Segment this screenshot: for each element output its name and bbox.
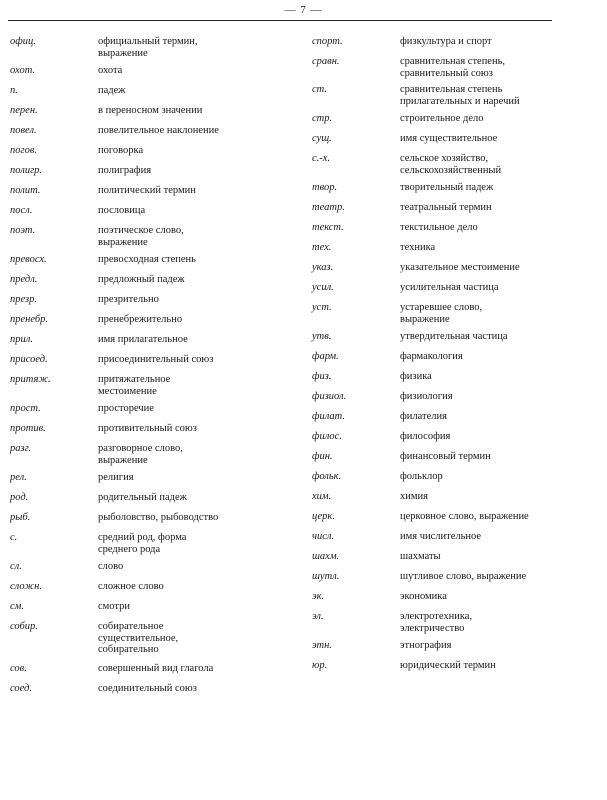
- abbreviation-definition: в переносном значении: [98, 105, 203, 116]
- abbreviation-definition: соединительный союз: [98, 683, 197, 694]
- abbreviation-entry: [10, 403, 278, 415]
- abbreviation-term: прост.: [10, 403, 41, 414]
- abbreviation-definition: физкультура и спорт: [400, 36, 492, 47]
- abbreviation-entry: [10, 254, 278, 266]
- abbreviation-entry: [10, 334, 278, 346]
- abbreviation-term: ст.: [312, 84, 327, 95]
- abbreviation-entry: [312, 471, 562, 483]
- abbreviation-term: предл.: [10, 274, 38, 285]
- abbreviation-term: твор.: [312, 182, 338, 193]
- abbreviation-entry: [312, 242, 562, 254]
- abbreviation-definition: этнография: [400, 640, 452, 651]
- abbreviation-term: посл.: [10, 205, 33, 216]
- abbreviation-definition: сельское хозяйство, сельскохозяйственный: [400, 153, 502, 176]
- abbreviation-entry: [10, 621, 278, 656]
- abbreviation-definition: филателия: [400, 411, 447, 422]
- abbreviation-definition: электротехника, электричество: [400, 611, 473, 634]
- abbreviation-entry: [312, 56, 562, 79]
- abbreviation-definition: имя числительное: [400, 531, 482, 542]
- abbreviation-term: прил.: [10, 334, 33, 345]
- abbreviation-term: физ.: [312, 371, 332, 382]
- abbreviation-entry: [312, 302, 562, 325]
- abbreviation-entry: [312, 571, 562, 583]
- abbreviation-definition: строительное дело: [400, 113, 484, 124]
- abbreviation-definition: театральный термин: [400, 202, 492, 213]
- abbreviation-term: презр.: [10, 294, 37, 305]
- abbreviation-definition: шахматы: [400, 551, 441, 562]
- abbreviation-definition: сравнительная степень, сравнительный союз: [400, 56, 505, 79]
- abbreviation-definition: презрительно: [98, 294, 159, 305]
- abbreviation-entry: [312, 411, 562, 423]
- abbreviation-term: разг.: [10, 443, 32, 454]
- abbreviation-entry: [312, 351, 562, 363]
- abbreviation-definition: средний род, форма среднего рода: [98, 532, 187, 555]
- abbreviation-term: театр.: [312, 202, 345, 213]
- abbreviation-entry: [312, 133, 562, 145]
- abbreviation-term: фольк.: [312, 471, 342, 482]
- abbreviation-definition: собирательное существительное, собирательно: [98, 621, 179, 655]
- abbreviation-term: превосх.: [10, 254, 47, 265]
- abbreviation-term: род.: [10, 492, 29, 503]
- abbreviation-entry: [10, 165, 278, 177]
- abbreviation-definition: официальный термин, выражение: [98, 36, 198, 59]
- abbreviation-entry: [10, 683, 278, 695]
- abbreviation-entry: [10, 36, 278, 59]
- abbreviation-term: полит.: [10, 185, 41, 196]
- abbreviation-term: эл.: [312, 611, 324, 622]
- abbreviation-entry: [10, 512, 278, 524]
- abbreviation-definition: падеж: [98, 85, 126, 96]
- abbreviation-term: утв.: [312, 331, 332, 342]
- abbreviation-term: охот.: [10, 65, 36, 76]
- abbreviation-term: полигр.: [10, 165, 43, 176]
- abbreviation-definition: имя прилагательное: [98, 334, 188, 345]
- abbreviation-entry: [10, 185, 278, 197]
- abbreviation-term: текст.: [312, 222, 344, 233]
- abbreviation-definition: предложный падеж: [98, 274, 185, 285]
- abbreviation-definition: религия: [98, 472, 134, 483]
- abbreviation-definition: устаревшее слово, выражение: [400, 302, 483, 325]
- abbreviation-definition: творительный падеж: [400, 182, 494, 193]
- abbreviation-term: сравн.: [312, 56, 340, 67]
- abbreviation-entry: [10, 294, 278, 306]
- abbreviation-entry: [10, 663, 278, 675]
- abbreviation-term: юр.: [312, 660, 328, 671]
- abbreviation-entry: [10, 561, 278, 573]
- abbreviation-term: рыб.: [10, 512, 31, 523]
- abbreviation-term: присоед.: [10, 354, 48, 365]
- abbreviation-definition: фармакология: [400, 351, 463, 362]
- abbreviation-entry: [312, 113, 562, 125]
- abbreviation-entry: [10, 581, 278, 593]
- abbreviation-term: спорт.: [312, 36, 343, 47]
- abbreviation-entry: [312, 391, 562, 403]
- abbreviation-definition: рыболовство, рыбоводство: [98, 512, 219, 523]
- abbreviation-entry: [10, 601, 278, 613]
- abbreviation-definition: юридический термин: [400, 660, 496, 671]
- abbreviation-definition: пословица: [98, 205, 146, 216]
- abbreviation-definition: указательное местоимение: [400, 262, 520, 273]
- abbreviation-term: погов.: [10, 145, 38, 156]
- abbreviation-term: см.: [10, 601, 24, 612]
- abbreviation-term: этн.: [312, 640, 332, 651]
- page-number: — 7 —: [284, 4, 323, 16]
- abbreviation-term: филат.: [312, 411, 345, 422]
- abbreviation-entry: [312, 491, 562, 503]
- abbreviation-term: фарм.: [312, 351, 339, 362]
- abbreviation-entry: [10, 472, 278, 484]
- abbreviation-entry: [312, 511, 562, 523]
- abbreviation-term: хим.: [312, 491, 332, 502]
- abbreviation-entry: [312, 331, 562, 343]
- abbreviation-term: уст.: [312, 302, 332, 313]
- abbreviation-entry: [312, 451, 562, 463]
- abbreviation-definition: экономика: [400, 591, 447, 602]
- abbreviation-term: шутл.: [312, 571, 340, 582]
- abbreviation-term: перен.: [10, 105, 38, 116]
- abbreviation-definition: утвердительная частица: [400, 331, 508, 342]
- abbreviation-term: стр.: [312, 113, 333, 124]
- abbreviation-definition: финансовый термин: [400, 451, 491, 462]
- abbreviation-definition: политический термин: [98, 185, 196, 196]
- abbreviation-definition: усилительная частица: [400, 282, 499, 293]
- abbreviation-definition: физиология: [400, 391, 453, 402]
- abbreviation-term: повел.: [10, 125, 37, 136]
- abbreviation-term: усил.: [312, 282, 334, 293]
- abbreviation-definition: техника: [400, 242, 436, 253]
- abbreviation-term: офиц.: [10, 36, 36, 47]
- abbreviation-term: против.: [10, 423, 46, 434]
- abbreviation-entry: [312, 202, 562, 214]
- abbreviation-entry: [312, 371, 562, 383]
- abbreviation-definition: философия: [400, 431, 451, 442]
- abbreviation-entry: [10, 65, 278, 77]
- abbreviation-entry: [312, 153, 562, 176]
- abbreviation-term: сложн.: [10, 581, 42, 592]
- abbreviation-definition: физика: [400, 371, 432, 382]
- abbreviation-definition: сложное слово: [98, 581, 164, 592]
- abbreviation-definition: поговорка: [98, 145, 144, 156]
- abbreviation-entry: [312, 182, 562, 194]
- abbreviation-definition: пренебрежительно: [98, 314, 183, 325]
- abbreviation-entry: [10, 145, 278, 157]
- abbreviation-term: эк.: [312, 591, 325, 602]
- abbreviation-entry: [10, 314, 278, 326]
- abbreviation-entry: [10, 85, 278, 97]
- header-rule: [8, 20, 552, 21]
- abbreviation-definition: противительный союз: [98, 423, 197, 434]
- abbreviation-term: указ.: [312, 262, 334, 273]
- abbreviation-definition: сравнительная степень прилагательных и наречий: [400, 84, 520, 107]
- abbreviation-entry: [10, 443, 278, 466]
- abbreviation-term: церк.: [312, 511, 335, 522]
- abbreviation-definition: повелительное наклонение: [98, 125, 219, 136]
- abbreviation-definition: шутливое слово, выражение: [400, 571, 527, 582]
- abbreviation-entry: [10, 225, 278, 248]
- abbreviation-entry: [312, 591, 562, 603]
- abbreviation-entry: [312, 262, 562, 274]
- abbreviation-term: п.: [10, 85, 18, 96]
- abbreviation-term: сов.: [10, 663, 27, 674]
- abbreviation-term: соед.: [10, 683, 32, 694]
- abbreviation-entry: [312, 551, 562, 563]
- abbreviation-definition: присоединительный союз: [98, 354, 214, 365]
- abbreviation-term: рел.: [10, 472, 27, 483]
- abbreviation-entry: [312, 222, 562, 234]
- abbreviation-term: физиол.: [312, 391, 347, 402]
- abbreviation-entry: [10, 274, 278, 286]
- abbreviation-definition: имя существительное: [400, 133, 498, 144]
- abbreviation-definition: фольклор: [400, 471, 443, 482]
- abbreviation-entry: [10, 125, 278, 137]
- abbreviation-entry: [312, 431, 562, 443]
- abbreviation-entry: [312, 84, 562, 107]
- abbreviation-definition: текстильное дело: [400, 222, 478, 233]
- abbreviation-entry: [10, 492, 278, 504]
- abbreviation-definition: совершенный вид глагола: [98, 663, 214, 674]
- abbreviation-term: пренебр.: [10, 314, 49, 325]
- abbreviation-term: притяж.: [10, 374, 51, 385]
- abbreviation-entry: [312, 640, 562, 652]
- abbreviation-entry: [312, 660, 562, 672]
- abbreviation-definition: полиграфия: [98, 165, 152, 176]
- abbreviation-definition: родительный падеж: [98, 492, 187, 503]
- abbreviation-definition: химия: [400, 491, 428, 502]
- abbreviation-term: поэт.: [10, 225, 36, 236]
- abbreviation-definition: разговорное слово, выражение: [98, 443, 183, 466]
- abbreviation-definition: охота: [98, 65, 123, 76]
- abbreviation-entry: [312, 36, 562, 48]
- abbreviation-term: сл.: [10, 561, 22, 572]
- abbreviation-term: с.: [10, 532, 18, 543]
- abbreviation-entry: [312, 282, 562, 294]
- abbreviation-term: собир.: [10, 621, 38, 632]
- abbreviation-definition: притяжательное местоимение: [98, 374, 171, 397]
- abbreviation-entry: [10, 105, 278, 117]
- abbreviation-definition: просторечие: [98, 403, 154, 414]
- abbreviation-entry: [10, 205, 278, 217]
- abbreviation-entry: [10, 423, 278, 435]
- abbreviation-entry: [10, 532, 278, 555]
- abbreviation-entry: [312, 531, 562, 543]
- abbreviation-definition: поэтическое слово, выражение: [98, 225, 184, 248]
- abbreviation-entry: [312, 611, 562, 634]
- abbreviation-term: сущ.: [312, 133, 332, 144]
- abbreviation-definition: слово: [98, 561, 124, 572]
- abbreviation-definition: смотри: [98, 601, 131, 612]
- abbreviation-entry: [10, 354, 278, 366]
- abbreviation-term: шахм.: [312, 551, 340, 562]
- abbreviation-term: тех.: [312, 242, 332, 253]
- abbreviation-definition: церковное слово, выражение: [400, 511, 529, 522]
- abbreviation-definition: превосходная степень: [98, 254, 196, 265]
- abbreviation-term: числ.: [312, 531, 335, 542]
- abbreviation-entry: [10, 374, 278, 397]
- abbreviation-term: с.-х.: [312, 153, 331, 164]
- abbreviation-term: филос.: [312, 431, 342, 442]
- abbreviation-term: фин.: [312, 451, 333, 462]
